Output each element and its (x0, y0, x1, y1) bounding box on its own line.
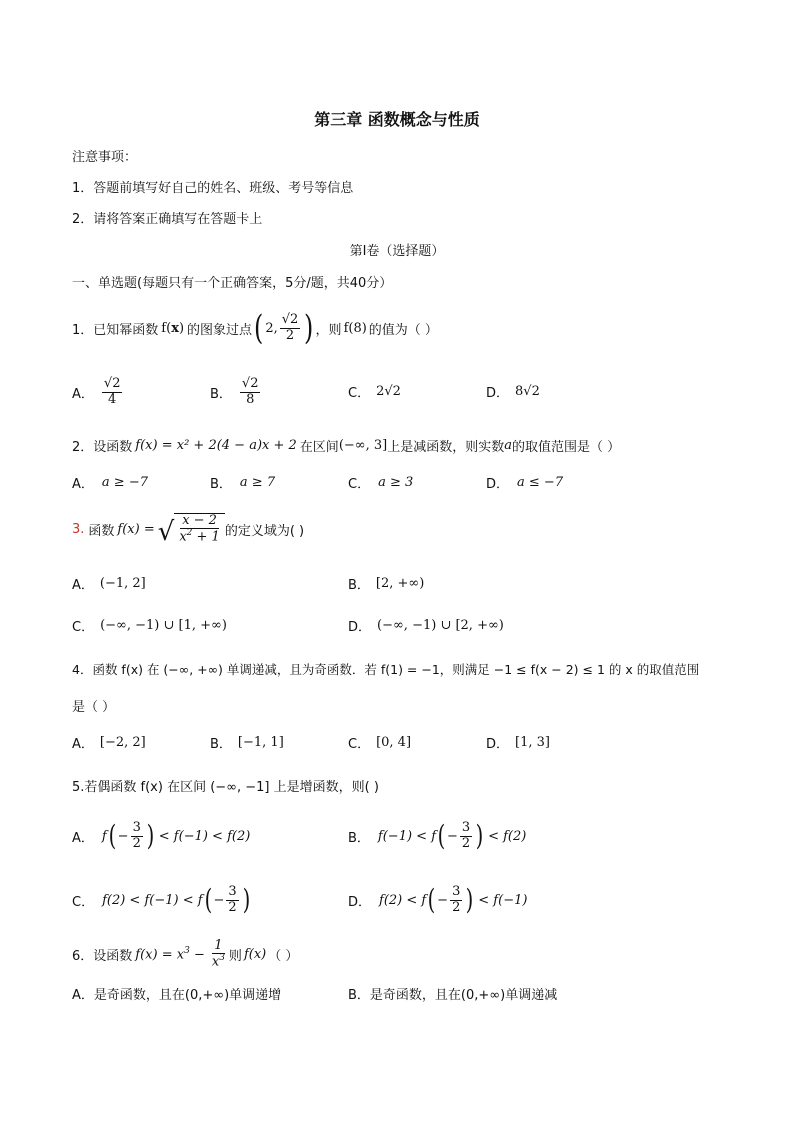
math-expr: f (101, 828, 107, 844)
math-expr: f(2) < f (379, 892, 427, 908)
math-expr: − (117, 828, 129, 844)
question-number: 3. (72, 521, 85, 537)
option-d[interactable] (486, 473, 563, 492)
math-expr: (−∞, 3] (338, 438, 388, 453)
option-d[interactable] (348, 880, 527, 920)
math-fraction: $\frac{√2}{4}$ (103, 376, 121, 407)
math-fraction: $\frac{√2}{2}$ (281, 312, 299, 343)
question-1 (72, 305, 438, 351)
option-label: A． (72, 988, 94, 1003)
question-text: 的取值范围是（ ） (512, 440, 621, 455)
notice-heading: 注意事项： (72, 150, 138, 165)
math-fraction: $\frac{3}{2}$ (228, 884, 237, 915)
option-label: B． (210, 477, 232, 492)
question-text: 的图象过点 (187, 322, 253, 338)
volume-heading: 第Ⅰ卷（选择题） (349, 244, 445, 259)
question-text: 设函数 (93, 440, 133, 455)
math-expr: f(x) = x² + 2(4 − a)x + 2 (135, 438, 297, 453)
option-b[interactable] (210, 372, 262, 412)
option-b[interactable] (348, 984, 557, 1003)
math-expr: 2, (265, 320, 278, 336)
option-c[interactable] (348, 733, 411, 752)
math-expr: < f(2) (488, 828, 527, 844)
option-label: C． (348, 477, 371, 492)
option-value: a ≥ −7 (101, 475, 148, 490)
option-a[interactable] (72, 733, 146, 752)
option-b[interactable] (210, 733, 284, 752)
option-value: [1, 3] (515, 735, 550, 750)
question-number: 2． (72, 440, 94, 455)
option-value: [0, 4] (376, 735, 412, 750)
math-paren: ( (427, 883, 436, 916)
question-text: （ ） (268, 948, 299, 964)
option-d[interactable] (486, 733, 550, 752)
notice-item-2: 2．请将答案正确填写在答题卡上 (72, 212, 263, 227)
math-expr: − (213, 892, 225, 908)
question-number: 1． (72, 322, 94, 338)
option-label: A． (72, 737, 94, 752)
option-label: D． (486, 477, 510, 492)
question-text: ，则 (315, 322, 342, 338)
option-value: a ≥ 7 (239, 475, 276, 490)
option-label: B． (348, 830, 370, 846)
math-fraction: $\frac{1}{x^3}$ (211, 937, 225, 970)
math-expr: − (437, 892, 449, 908)
option-b[interactable] (210, 473, 275, 492)
math-fraction: $\frac{3}{2}$ (132, 820, 141, 851)
option-label: C． (348, 386, 371, 401)
option-a[interactable] (72, 473, 148, 492)
math-expr: f(x) (161, 320, 185, 336)
option-value: [−1, 1] (237, 735, 284, 750)
option-label: B． (348, 988, 370, 1003)
question-3 (72, 507, 304, 551)
math-paren: ) (242, 883, 250, 916)
option-label: B． (348, 578, 370, 593)
math-fraction: $\frac{3}{2}$ (452, 884, 461, 915)
question-6 (72, 935, 298, 973)
option-b[interactable] (348, 816, 526, 856)
option-label: A． (72, 578, 94, 593)
math-paren: ) (475, 819, 484, 852)
math-paren: ) (304, 308, 314, 348)
question-text: 在区间 (299, 440, 339, 455)
notice-item-1: 1．答题前填写好自己的姓名、班级、考号等信息 (72, 181, 354, 196)
option-a[interactable] (72, 816, 250, 856)
question-text: 函数 (88, 523, 115, 539)
option-label: A． (72, 477, 94, 492)
math-expr: f(x) (243, 946, 267, 962)
option-label: A． (72, 830, 94, 846)
math-paren: ( (108, 819, 117, 852)
question-text: 上是减函数，则实数 (387, 440, 505, 455)
question-5: 5.若偶函数 f(x) 在区间 (−∞, −1] 上是增函数，则( ) (72, 780, 379, 795)
math-expr: < f(−1) < f(2) (158, 828, 251, 844)
math-paren: ( (204, 883, 212, 916)
option-c[interactable] (72, 880, 252, 920)
option-value: 是奇函数，且在(0,+∞)单调递增 (93, 988, 282, 1003)
option-d[interactable] (486, 382, 540, 401)
option-label: C． (72, 620, 95, 635)
question-text: 的定义域为( ) (224, 523, 305, 539)
math-paren: ) (146, 819, 155, 852)
question-4-line-1: 4．函数 f(x) 在 (−∞, +∞) 单调递减，且为奇函数．若 f(1) = −1，则满足 −1 ≤ f(x − 2) ≤ 1 的 x 的取值范围 (72, 662, 700, 677)
math-expr: $f(x) = x^3$ − (135, 945, 205, 963)
question-text: 的值为（ ） (368, 322, 438, 338)
question-text: 已知幂函数 (93, 322, 159, 338)
option-label: D． (486, 386, 510, 401)
math-expr: f(x) = (117, 521, 155, 537)
option-label: D． (348, 620, 372, 635)
option-label: A． (72, 386, 94, 402)
page-title: 第三章 函数概念与性质 (314, 110, 480, 129)
question-number: 6． (72, 948, 94, 964)
question-2 (72, 436, 620, 455)
option-label: D． (486, 737, 510, 752)
option-value: 8√2 (515, 384, 540, 399)
option-value: (−1, 2] (99, 576, 146, 591)
math-expr: < f(−1) (478, 892, 528, 908)
part-heading: 一、单选题(每题只有一个正确答案，5分/题，共40分） (72, 276, 393, 291)
option-label: B． (210, 737, 232, 752)
option-c[interactable] (72, 616, 227, 635)
option-a[interactable] (72, 372, 124, 412)
math-expr: f(8) (343, 320, 367, 336)
option-label: B． (210, 386, 232, 402)
option-value: 是奇函数，且在(0,+∞)单调递减 (369, 988, 558, 1003)
option-a[interactable] (72, 984, 281, 1003)
option-label: D． (348, 894, 372, 910)
question-4-line-2: 是（ ） (72, 700, 116, 715)
option-b[interactable] (348, 574, 424, 593)
math-paren: ( (254, 308, 264, 348)
option-value: [−2, 2] (99, 735, 146, 750)
option-value: 2√2 (376, 384, 401, 399)
math-expr: a (504, 438, 512, 453)
option-label: C． (348, 737, 371, 752)
math-fraction: $\frac{√2}{8}$ (241, 376, 259, 407)
option-value: a ≤ −7 (517, 475, 564, 490)
option-value: (−∞, −1) ∪ [1, +∞) (100, 618, 227, 633)
option-value: (−∞, −1) ∪ [2, +∞) (377, 618, 504, 633)
option-value: a ≥ 3 (378, 475, 414, 490)
math-expr: − (446, 828, 458, 844)
option-value: [2, +∞) (375, 576, 425, 591)
math-sqrt: √ $\frac{x - 2}{x^2 + 1}$ (158, 513, 225, 545)
option-c[interactable] (348, 473, 413, 492)
question-text: 则 (228, 948, 242, 964)
math-paren: ( (437, 819, 446, 852)
math-expr: f(−1) < f (377, 828, 437, 844)
option-a[interactable] (72, 574, 146, 593)
math-fraction: $\frac{3}{2}$ (461, 820, 471, 851)
math-expr: f(2) < f(−1) < f (102, 892, 203, 908)
math-paren: ) (465, 883, 474, 916)
option-label: C． (72, 894, 95, 910)
option-d[interactable] (348, 616, 504, 635)
option-c[interactable] (348, 382, 401, 401)
question-text: 设函数 (93, 948, 133, 964)
